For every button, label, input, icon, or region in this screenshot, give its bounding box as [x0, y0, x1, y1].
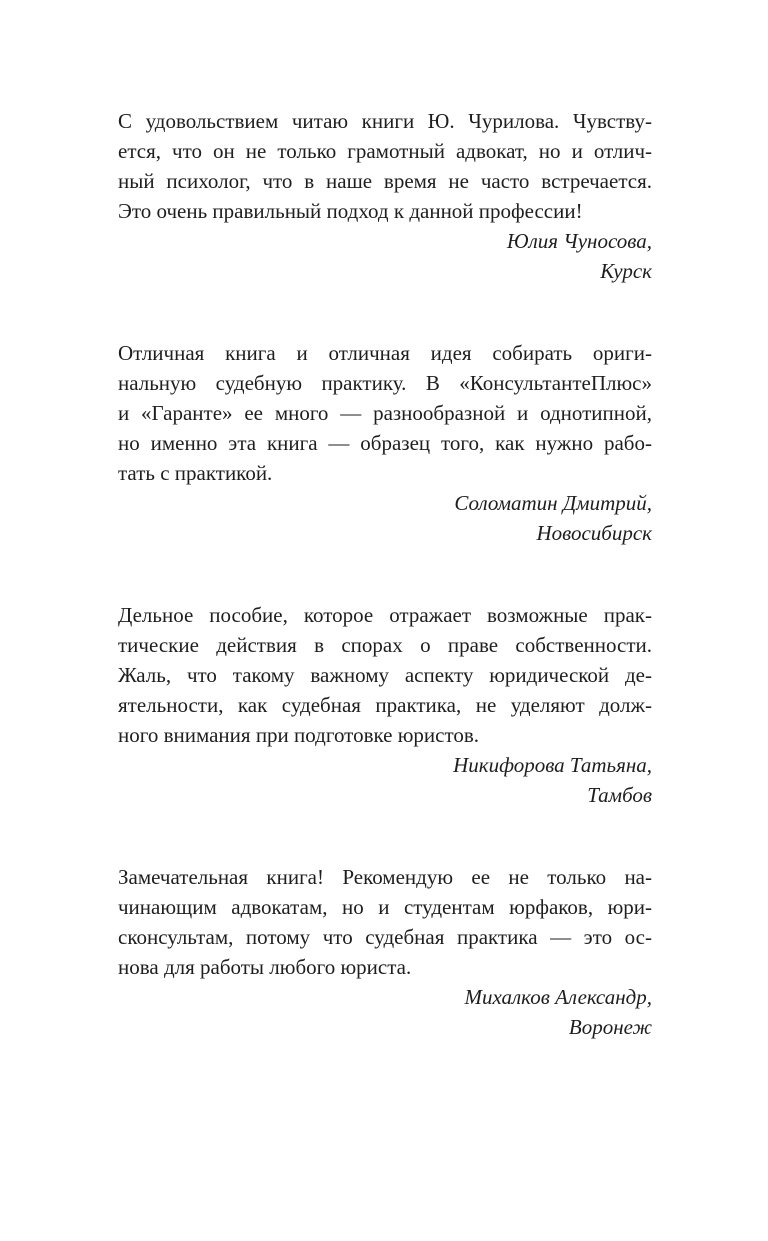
review-block-4 [118, 862, 652, 1042]
review-author: Соломатин Дмитрий, [454, 491, 652, 515]
review-line: тать с практикой. [118, 461, 273, 485]
review-block-1 [118, 106, 652, 286]
review-line: но именно эта книга — образец того, как нужно рабо- [118, 431, 652, 455]
review-text [118, 106, 652, 226]
review-text [118, 862, 652, 982]
review-city: Воронеж [568, 1015, 652, 1039]
review-line: нова для работы любого юриста. [118, 955, 412, 979]
review-attribution [118, 750, 652, 810]
review-city: Курск [600, 259, 652, 283]
review-line: и «Гаранте» ее много — разнообразной и однотипной, [118, 401, 652, 425]
review-author: Никифорова Татьяна, [453, 753, 652, 777]
review-text [118, 600, 652, 750]
review-author: Михалков Александр, [464, 985, 652, 1009]
review-line: чинающим адвокатам, но и студентам юрфаков, юри- [118, 895, 652, 919]
review-line: Дельное пособие, которое отражает возможные прак- [118, 603, 652, 627]
review-line: Отличная книга и отличная идея собирать ориги- [118, 341, 652, 365]
review-line: ный психолог, что в наше время не часто встречается. [118, 169, 652, 193]
review-attribution [118, 982, 652, 1042]
review-line: С удовольствием читаю книги Ю. Чурилова. Чувству- [118, 109, 652, 133]
review-line: ется, что он не только грамотный адвокат, но и отлич- [118, 139, 652, 163]
review-attribution [118, 488, 652, 548]
review-author: Юлия Чуносова, [506, 229, 652, 253]
review-line: Это очень правильный подход к данной профессии! [118, 199, 583, 223]
review-line: Жаль, что такому важному аспекту юридической де- [118, 663, 652, 687]
review-city: Тамбов [587, 783, 652, 807]
review-block-2 [118, 338, 652, 548]
review-line: сконсультам, потому что судебная практика — это ос- [118, 925, 652, 949]
review-line: ятельности, как судебная практика, не уделяют долж- [118, 693, 652, 717]
review-line: Замечательная книга! Рекомендую ее не только на- [118, 865, 652, 889]
review-attribution [118, 226, 652, 286]
review-text [118, 338, 652, 488]
review-block-3 [118, 600, 652, 810]
review-line: тические действия в спорах о праве собственности. [118, 633, 652, 657]
review-line: нальную судебную практику. В «КонсультантеПлюс» [118, 371, 652, 395]
review-line: ного внимания при подготовке юристов. [118, 723, 480, 747]
review-city: Новосибирск [536, 521, 652, 545]
